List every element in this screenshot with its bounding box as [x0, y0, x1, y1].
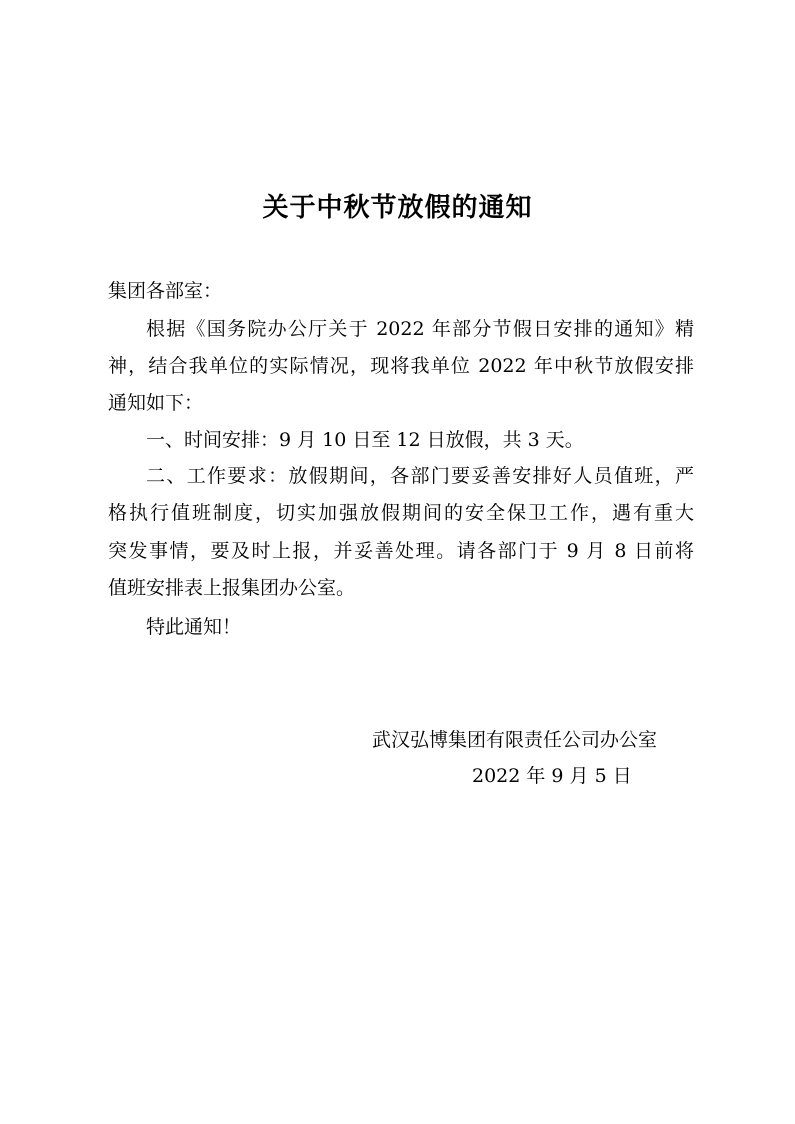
- paragraph-2-line-2: 格执行值班制度，切实加强放假期间的安全保卫工作，遇有重大: [108, 502, 694, 524]
- signer: 武汉弘博集团有限责任公司办公室: [372, 729, 658, 751]
- paragraph-2-line-4: 值班安排表上报集团办公室。: [108, 577, 356, 599]
- salutation: 集团各部室：: [108, 280, 223, 302]
- paragraph-2-line-1: 二、工作要求：放假期间，各部门要妥善安排好人员值班，严: [146, 465, 694, 487]
- paragraph-1-line-3: 通知如下：: [108, 392, 204, 414]
- closing-remark: 特此通知！: [146, 616, 242, 638]
- document-title: 关于中秋节放假的通知: [262, 193, 533, 223]
- paragraph-1-line-2: 神，结合我单位的实际情况，现将我单位 2022 年中秋节放假安排: [108, 355, 694, 377]
- paragraph-2-line-3: 突发事情，要及时上报，并妥善处理。请各部门于 9 月 8 日前将: [108, 540, 694, 562]
- issue-date: 2022 年 9 月 5 日: [472, 765, 632, 787]
- paragraph-1-line-1: 根据《国务院办公厅关于 2022 年部分节假日安排的通知》精: [146, 318, 694, 340]
- item-time-arrangement: 一、时间安排：9 月 10 日至 12 日放假，共 3 天。: [146, 429, 584, 451]
